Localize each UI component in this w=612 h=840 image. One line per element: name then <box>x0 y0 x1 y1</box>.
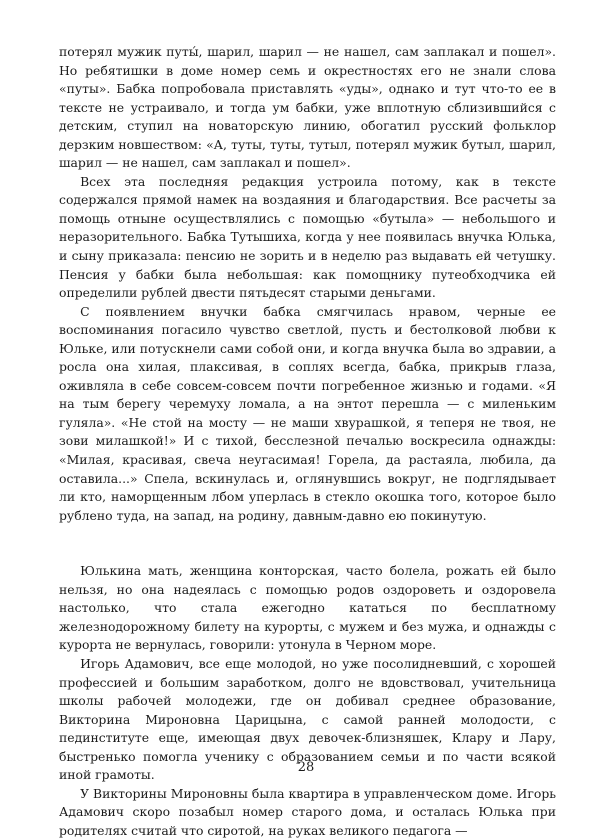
paragraph: С появлением внучки бабка смягчилась нравом, черные ее воспоминания погасило чувство светлой, пусть и бестолковой любви к Юльке, или потускнели сами собой они, и когда внучка была во здравии, а росла она хилая, плаксивая, в соплях всегда, бабка, прикрыв глаза, оживляла в себе совсем-совсем почти погребенное жизнью и годами. «Я на тым берегу черемуху ломала, а на энтот перешла — с миленьким гуляла». «Не стой на мосту — не маши хвурашкой, я теперя не твоя, не зови милашкой!» И с тихой, бесслезной печалью воскресила однажды: «Милая, красивая, свеча неугасимая! Горела, да растаяла, любила, да оставила...» Спела, вскинулась и, оглянувшись вокруг, не подглядывает ли кто, наморщенным лбом уперлась в стекло окошка того, которое было рублено туда, на запад, на родину, давным-давно ею покинутую. <box>59 303 556 523</box>
paragraph-continued: потерял мужик путы́, шарил, шарил — не нашел, сам заплакал и пошел». Но ребятишки в доме номер семь и окрестностях его не знали слова «путы». Бабка попробовала приставлять «уды», однако и тут что-то ее в тексте не устраивало, и тогда ум бабки, уже вплотную сблизившийся с детским, ступил на новаторскую линию, обогатил русский фольклор дерзким новшеством: «А, туты, туты, тутыл, потерял мужик бутыл, шарил, шарил — не нашел, сам заплакал и пошел». <box>59 44 556 171</box>
paragraph: Юлькина мать, женщина конторская, часто болела, рожать ей было нельзя, но она надеялась с помощью родов оздороветь и оздоровела настолько, что стала ежегодно кататься по бесплатному железнодорожному билету на курорты, с мужем и без мужа, и однажды с курорта не вернулась, говорили: утонула в Черном море. <box>59 563 556 653</box>
section-break <box>59 525 556 562</box>
paragraph: Всех эта последняя редакция устроила потому, как в тексте содержался прямой намек на воздаяния и благодарствия. Все расчеты за помощь отныне осуществлялись с помощью «бутыла» — небольшого и неразорительного. Бабка Тутышиха, когда у нее появилась внучка Юлька, и сыну приказала: пенсию не зорить и в неделю раз выдавать ей четушку. Пенсия у бабки была небольшая: как помощнику путеобходчика ей определили рублей двести пятьдесят старыми деньгами. <box>59 173 556 301</box>
paragraph: У Викторины Мироновны была квартира в управленческом доме. Игорь Адамович скоро позабыл номер старого дома, и осталась Юлька при родителях считай что сиротой, на руках великого педагога — <box>59 785 556 838</box>
body-text <box>59 43 556 840</box>
paragraph: Игорь Адамович, все еще молодой, но уже посолидневший, с хорошей профессией и большим заработком, долго не вдовствовал, учительница школы рабочей молодежи, где он добивал среднее образование, Викторина Мироновна Царицына, с самой ранней молодости, с пединституте еще, имеющая двух девочек-близняшек, Клару и Лару, быстренько помогла ученику с образованием семьи и по части всякой иной грамоты. <box>59 655 556 783</box>
page-number: 28 <box>297 760 315 775</box>
